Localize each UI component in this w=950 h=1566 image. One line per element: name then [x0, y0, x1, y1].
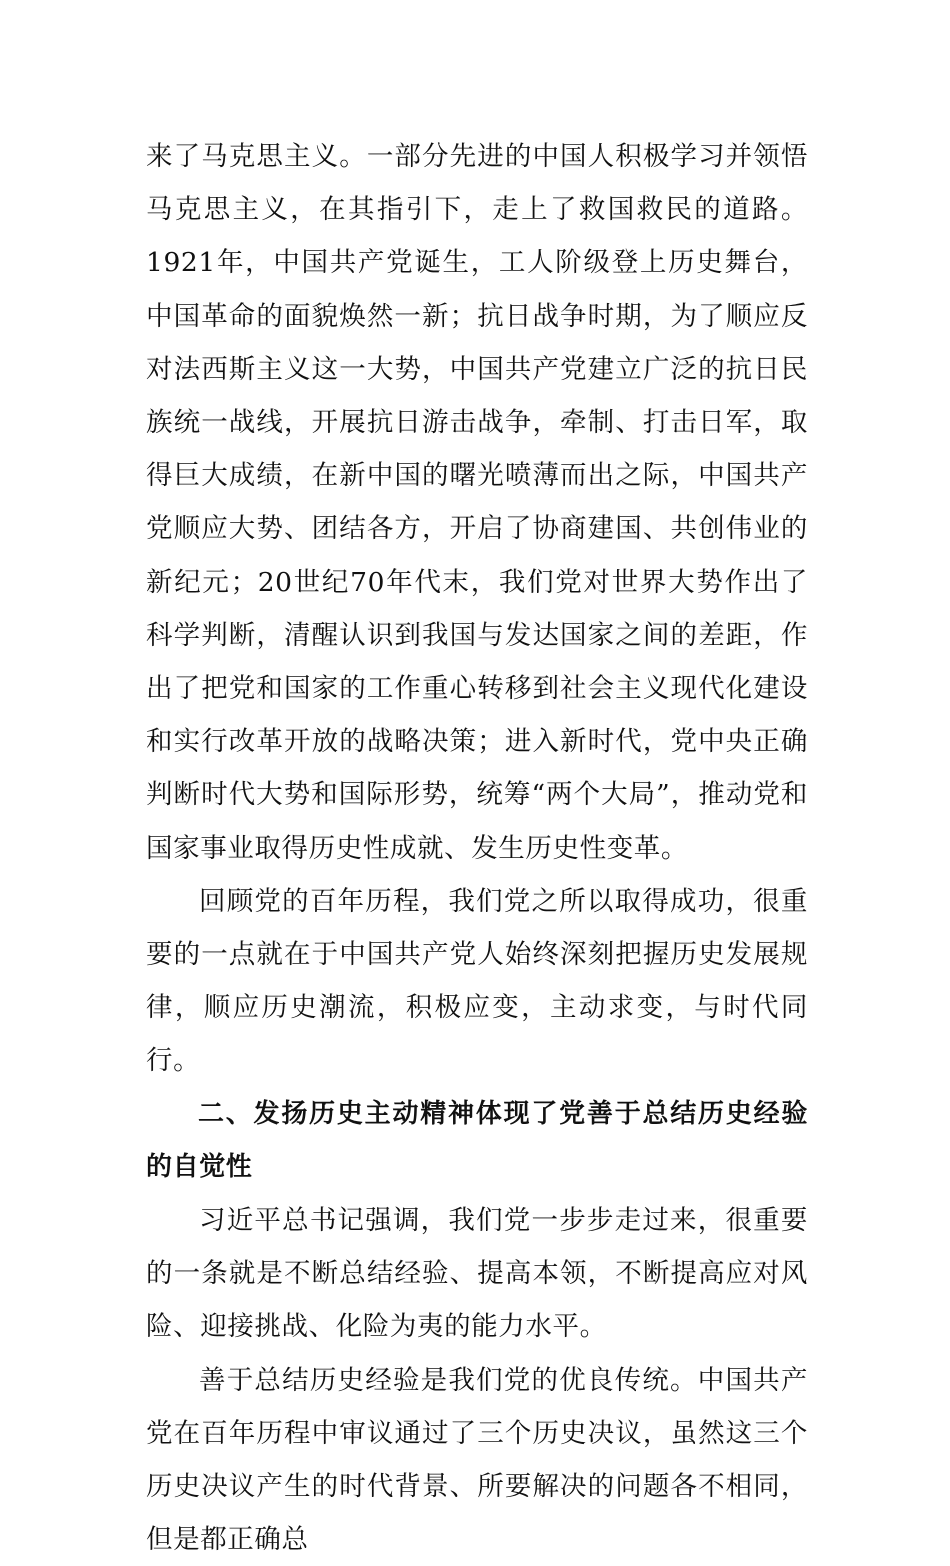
section-heading: 二、发扬历史主动精神体现了党善于总结历史经验的自觉性: [146, 1098, 808, 1182]
paragraph-tradition: 善于总结历史经验是我们党的优良传统。中国共产党在百年历程中审议通过了三个历史决议，虽然这三个历史决议产生的时代背景、所要解决的问题各不相同，但是都正确总: [146, 1364, 808, 1556]
document-body: [146, 130, 808, 1566]
paragraph-review: 回顾党的百年历程，我们党之所以取得成功，很重要的一点就在于中国共产党人始终深刻把握历史发展规律，顺应历史潮流，积极应变，主动求变，与时代同行。: [146, 885, 808, 1077]
paragraph-quote: 习近平总书记强调，我们党一步步走过来，很重要的一条就是不断总结经验、提高本领，不断提高应对风险、迎接挑战、化险为夷的能力水平。: [146, 1205, 808, 1343]
paragraph-continuation: 来了马克思主义。一部分先进的中国人积极学习并领悟马克思主义，在其指引下，走上了救国救民的道路。1921年，中国共产党诞生，工人阶级登上历史舞台，中国革命的面貌焕然一新；抗日战争时期，为了顺应反对法西斯主义这一大势，中国共产党建立广泛的抗日民族统一战线，开展抗日游击战争，牵制、打击日军，取得巨大成绩，在新中国的曙光喷薄而出之际，中国共产党顺应大势、团结各方，开启了协商建国、共创伟业的新纪元；20世纪70年代末，我们党对世界大势作出了科学判断，清醒认识到我国与发达国家之间的差距，作出了把党和国家的工作重心转移到社会主义现代化建设和实行改革开放的战略决策；进入新时代，党中央正确判断时代大势和国际形势，统筹“两个大局”，推动党和国家事业取得历史性成就、发生历史性变革。: [146, 141, 808, 864]
